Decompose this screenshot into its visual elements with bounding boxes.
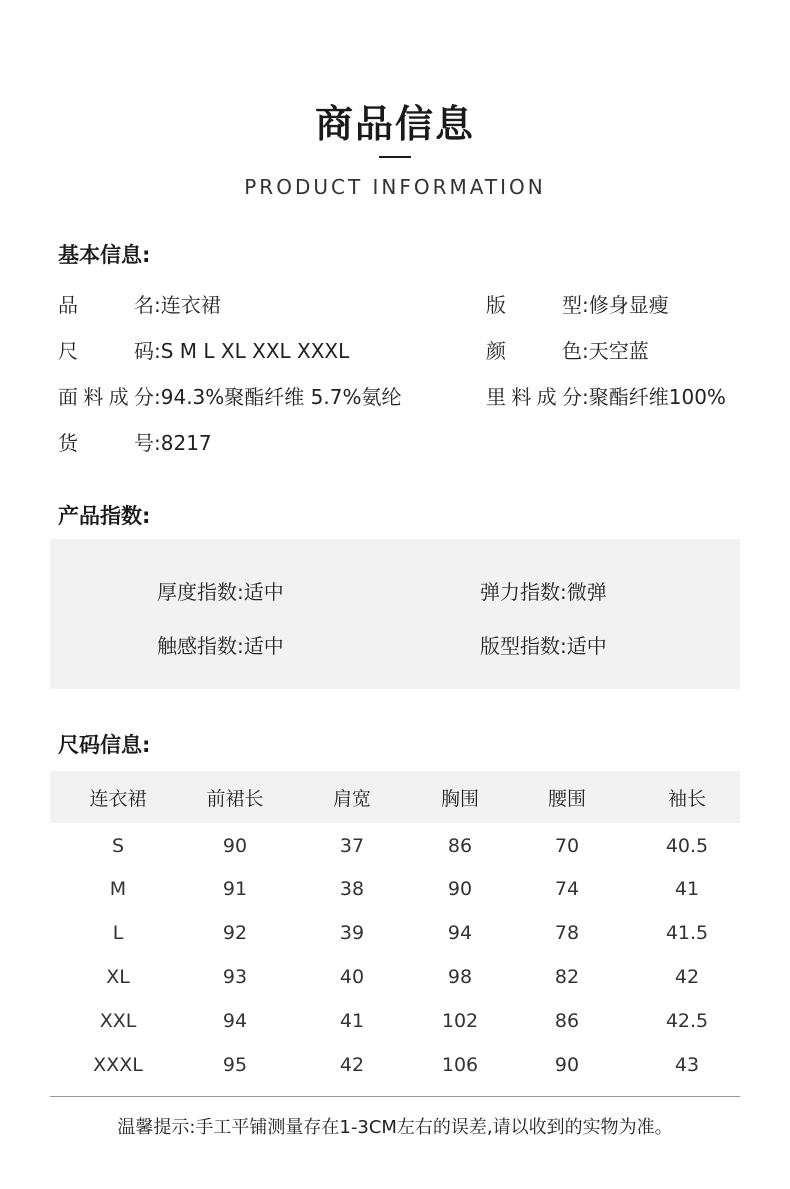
index-value: 适中 bbox=[243, 580, 284, 604]
table-cell: 82 bbox=[554, 966, 580, 988]
table-cell: 102 bbox=[441, 1010, 479, 1032]
info-label: 货号 bbox=[58, 431, 154, 455]
info-item-fit bbox=[486, 291, 669, 319]
info-value: 修身显瘦 bbox=[588, 293, 669, 317]
table-cell: XXXL bbox=[93, 1054, 143, 1076]
table-cell: 41 bbox=[674, 878, 700, 900]
table-cell: 78 bbox=[554, 922, 580, 944]
index-label: 触感指数: bbox=[157, 634, 244, 658]
table-cell: 86 bbox=[554, 1010, 580, 1032]
index-elasticity bbox=[480, 578, 607, 606]
table-cell: 95 bbox=[222, 1054, 248, 1076]
index-label: 弹力指数: bbox=[480, 580, 567, 604]
table-row bbox=[50, 955, 740, 999]
info-label: 尺码 bbox=[58, 339, 154, 363]
info-separator: : bbox=[154, 431, 161, 455]
info-item-name bbox=[58, 291, 221, 319]
info-label: 品名 bbox=[58, 293, 154, 317]
page-subtitle: PRODUCT INFORMATION bbox=[244, 175, 546, 199]
title-divider bbox=[379, 156, 411, 158]
table-cell: 40 bbox=[339, 966, 365, 988]
size-table bbox=[50, 771, 740, 1087]
table-cell: 106 bbox=[441, 1054, 479, 1076]
table-cell: 39 bbox=[339, 922, 365, 944]
table-cell: 90 bbox=[554, 1054, 580, 1076]
table-cell: 94 bbox=[222, 1010, 248, 1032]
info-separator: : bbox=[154, 385, 161, 409]
footer-divider bbox=[50, 1096, 740, 1097]
index-value: 适中 bbox=[243, 634, 284, 658]
index-label: 厚度指数: bbox=[157, 580, 244, 604]
header-cell: 胸围 bbox=[440, 787, 479, 810]
product-index-panel bbox=[50, 539, 740, 689]
info-value: 94.3%聚酯纤维 5.7%氨纶 bbox=[160, 385, 402, 409]
table-cell: 38 bbox=[339, 878, 365, 900]
table-row bbox=[50, 1043, 740, 1087]
measurement-tip: 温馨提示:手工平铺测量存在1-3CM左右的误差,请以收到的实物为准。 bbox=[117, 1117, 673, 1138]
table-cell: L bbox=[112, 922, 124, 944]
table-cell: 40.5 bbox=[665, 835, 709, 857]
table-cell: 90 bbox=[222, 835, 248, 857]
header-cell: 袖长 bbox=[667, 787, 706, 810]
index-fit bbox=[480, 632, 607, 660]
info-value: 天空蓝 bbox=[588, 339, 649, 363]
size-info-heading: 尺码信息: bbox=[58, 733, 151, 757]
table-cell: 42 bbox=[339, 1054, 365, 1076]
info-separator: : bbox=[154, 293, 161, 317]
info-item-fabric bbox=[58, 383, 401, 411]
table-row bbox=[50, 823, 740, 867]
info-item-size bbox=[58, 337, 349, 365]
info-separator: : bbox=[154, 339, 161, 363]
table-cell: 93 bbox=[222, 966, 248, 988]
info-item-sku bbox=[58, 429, 212, 457]
table-cell: 37 bbox=[339, 835, 365, 857]
table-cell: 86 bbox=[447, 835, 473, 857]
index-thickness bbox=[157, 578, 284, 606]
info-label: 版型 bbox=[486, 293, 582, 317]
page-header bbox=[0, 100, 790, 200]
table-cell: 90 bbox=[447, 878, 473, 900]
table-cell: 74 bbox=[554, 878, 580, 900]
index-value: 微弹 bbox=[566, 580, 607, 604]
header-cell: 肩宽 bbox=[332, 787, 371, 810]
product-index-heading: 产品指数: bbox=[58, 504, 151, 528]
table-row bbox=[50, 999, 740, 1043]
table-cell: XXL bbox=[99, 1010, 137, 1032]
table-cell: S bbox=[111, 835, 125, 857]
table-cell: 70 bbox=[554, 835, 580, 857]
info-value: 连衣裙 bbox=[160, 293, 221, 317]
info-label: 里料成分 bbox=[486, 385, 582, 409]
info-value: S M L XL XXL XXXL bbox=[160, 339, 350, 363]
info-item-color bbox=[486, 337, 649, 365]
info-label: 颜色 bbox=[486, 339, 582, 363]
table-cell: M bbox=[109, 878, 127, 900]
table-cell: 42.5 bbox=[665, 1010, 709, 1032]
info-item-lining bbox=[486, 383, 726, 411]
info-separator: : bbox=[582, 293, 589, 317]
table-cell: XL bbox=[106, 966, 130, 988]
info-separator: : bbox=[582, 339, 589, 363]
table-cell: 41 bbox=[339, 1010, 365, 1032]
table-cell: 92 bbox=[222, 922, 248, 944]
table-cell: 94 bbox=[447, 922, 473, 944]
page-title: 商品信息 bbox=[314, 102, 475, 146]
table-cell: 43 bbox=[674, 1054, 700, 1076]
header-cell: 前裙长 bbox=[206, 787, 264, 810]
table-cell: 91 bbox=[222, 878, 248, 900]
basic-info-heading: 基本信息: bbox=[58, 243, 151, 267]
info-value: 聚酯纤维100% bbox=[588, 385, 726, 409]
table-row bbox=[50, 911, 740, 955]
index-value: 适中 bbox=[566, 634, 607, 658]
table-cell: 41.5 bbox=[665, 922, 709, 944]
info-value: 8217 bbox=[160, 431, 212, 455]
table-row bbox=[50, 867, 740, 911]
index-label: 版型指数: bbox=[480, 634, 567, 658]
table-cell: 42 bbox=[674, 966, 700, 988]
index-touch bbox=[157, 632, 284, 660]
header-cell: 连衣裙 bbox=[89, 787, 147, 810]
info-separator: : bbox=[582, 385, 589, 409]
header-cell: 腰围 bbox=[547, 787, 586, 810]
size-table-header bbox=[50, 771, 740, 823]
info-label: 面料成分 bbox=[58, 385, 154, 409]
table-cell: 98 bbox=[447, 966, 473, 988]
